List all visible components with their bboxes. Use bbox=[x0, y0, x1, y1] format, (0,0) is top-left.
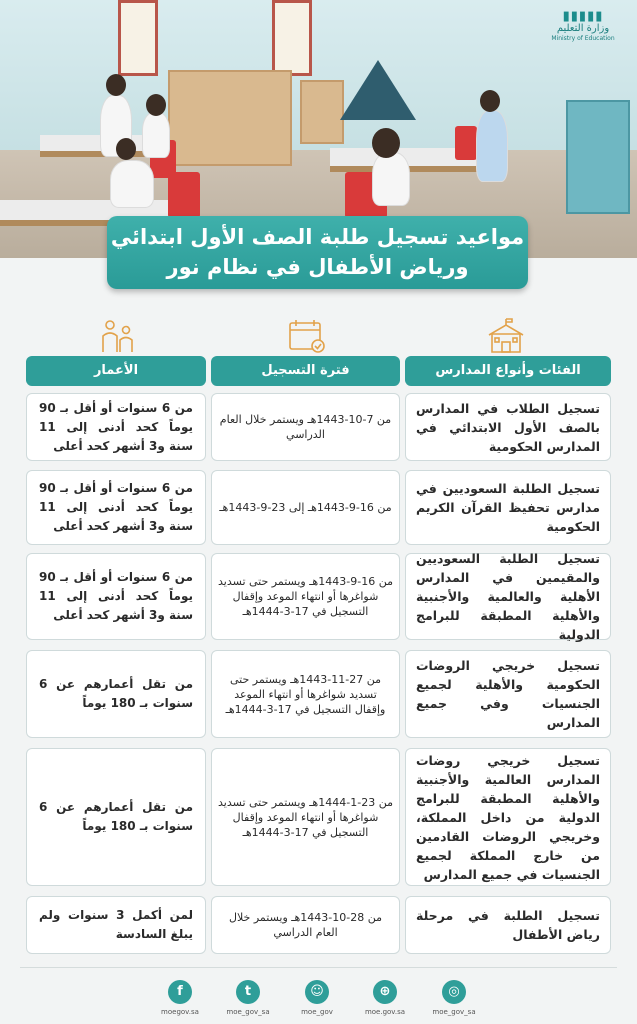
table-row-1-period: من 7-10-1443هـ ويستمر خلال العام الدراسي bbox=[211, 393, 400, 461]
twitter-icon: t bbox=[236, 980, 260, 1004]
table-row-2-ages: من 6 سنوات أو أقل بـ 90 يوماً كحد أدنى إلى 11 سنة و3 أشهر كحد أعلى bbox=[26, 470, 206, 545]
table-row-3-ages: من 6 سنوات أو أقل بـ 90 يوماً كحد أدنى إلى 11 سنة و3 أشهر كحد أعلى bbox=[26, 553, 206, 640]
page-title-banner bbox=[107, 216, 528, 289]
table-row-3-period: من 16-9-1443هـ ويستمر حتى تسديد شواغرها أو انتهاء الموعد وإقفال التسجيل في 17-3-1444هـ bbox=[211, 553, 400, 640]
table-row-4-period: من 27-11-1443هـ ويستمر حتى تسديد شواغرها أو انتهاء الموعد وإقفال التسجيل في 17-3-1444هـ bbox=[211, 650, 400, 738]
children-icon bbox=[98, 318, 138, 354]
website-link[interactable] bbox=[360, 980, 410, 1018]
facebook-handle: moegov.sa bbox=[161, 1008, 199, 1016]
table-row-2-category: تسجيل الطلبة السعوديين في مدارس تحفيظ القرآن الكريم الحكومية bbox=[405, 470, 611, 545]
instagram-link[interactable] bbox=[429, 980, 479, 1018]
school-building-icon bbox=[486, 318, 526, 354]
table-row-5-category: تسجيل خريجي روضات المدارس العالمية والأجنبية والأهلية المطبقة للبرامج الدولية من داخل المملكة، وخريجي الروضات القادمين من خارج المملكة لجميع الجنسيات في جميع المدارس bbox=[405, 748, 611, 886]
footer-divider bbox=[20, 967, 617, 968]
twitter-handle: moe_gov_sa bbox=[226, 1008, 270, 1016]
column-header-period: فترة التسجيل bbox=[211, 356, 400, 386]
table-row-4-category: تسجيل خريجي الروضات الحكومية والأهلية لجميع الجنسيات وفي جميع المدارس bbox=[405, 650, 611, 738]
ministry-name-english: Ministry of Education bbox=[551, 35, 615, 42]
instagram-icon: ◎ bbox=[442, 980, 466, 1004]
snapchat-link[interactable] bbox=[292, 980, 342, 1018]
page-title-line2: ورياض الأطفال في نظام نور bbox=[166, 255, 469, 279]
table-row-5-period: من 23-1-1444هـ ويستمر حتى تسديد شواغرها أو انتهاء الموعد وإقفال التسجيل في 17-3-1444هـ bbox=[211, 748, 400, 886]
ministry-name-arabic: وزارة التعليم bbox=[556, 23, 610, 34]
snapchat-icon: ☺ bbox=[305, 980, 329, 1004]
table-row-2-period: من 16-9-1443هـ إلى 23-9-1443هـ bbox=[211, 470, 400, 545]
column-header-category: الفئات وأنواع المدارس bbox=[405, 356, 611, 386]
table-row-1-category: تسجيل الطلاب في المدارس بالصف الأول الابتدائي في المدارس الحكومية bbox=[405, 393, 611, 461]
twitter-link[interactable] bbox=[223, 980, 273, 1018]
table-row-6-ages: لمن أكمل 3 سنوات ولم يبلغ السادسة bbox=[26, 896, 206, 954]
page-title-line1: مواعيد تسجيل طلبة الصف الأول ابتدائي bbox=[110, 225, 525, 249]
facebook-link[interactable] bbox=[155, 980, 205, 1018]
column-header-ages: الأعمار bbox=[26, 356, 206, 386]
table-row-3-category: تسجيل الطلبة السعوديين والمقيمين في المدارس الأهلية والعالمية والأجنبية والأهلية المطبقة للبرامج الدولية bbox=[405, 553, 611, 640]
table-row-6-period: من 28-10-1443هـ ويستمر خلال العام الدراسي bbox=[211, 896, 400, 954]
calendar-icon bbox=[287, 318, 327, 354]
table-row-6-category: تسجيل الطلبة في مرحلة رياض الأطفال bbox=[405, 896, 611, 954]
website-icon: ⊕ bbox=[373, 980, 397, 1004]
ministry-logo bbox=[543, 10, 623, 43]
instagram-handle: moe_gov_sa bbox=[432, 1008, 476, 1016]
website-address: moe.gov.sa bbox=[364, 1008, 406, 1016]
table-row-1-ages: من 6 سنوات أو أقل بـ 90 يوماً كحد أدنى إلى 11 سنة و3 أشهر كحد أعلى bbox=[26, 393, 206, 461]
ministry-logo-icon: ▮▮▮▮▮ bbox=[562, 9, 604, 24]
table-row-4-ages: من تقل أعمارهم عن 6 سنوات بـ 180 يوماً bbox=[26, 650, 206, 738]
table-row-5-ages: من تقل أعمارهم عن 6 سنوات بـ 180 يوماً bbox=[26, 748, 206, 886]
facebook-icon: f bbox=[168, 980, 192, 1004]
snapchat-handle: moe_gov bbox=[301, 1008, 333, 1016]
